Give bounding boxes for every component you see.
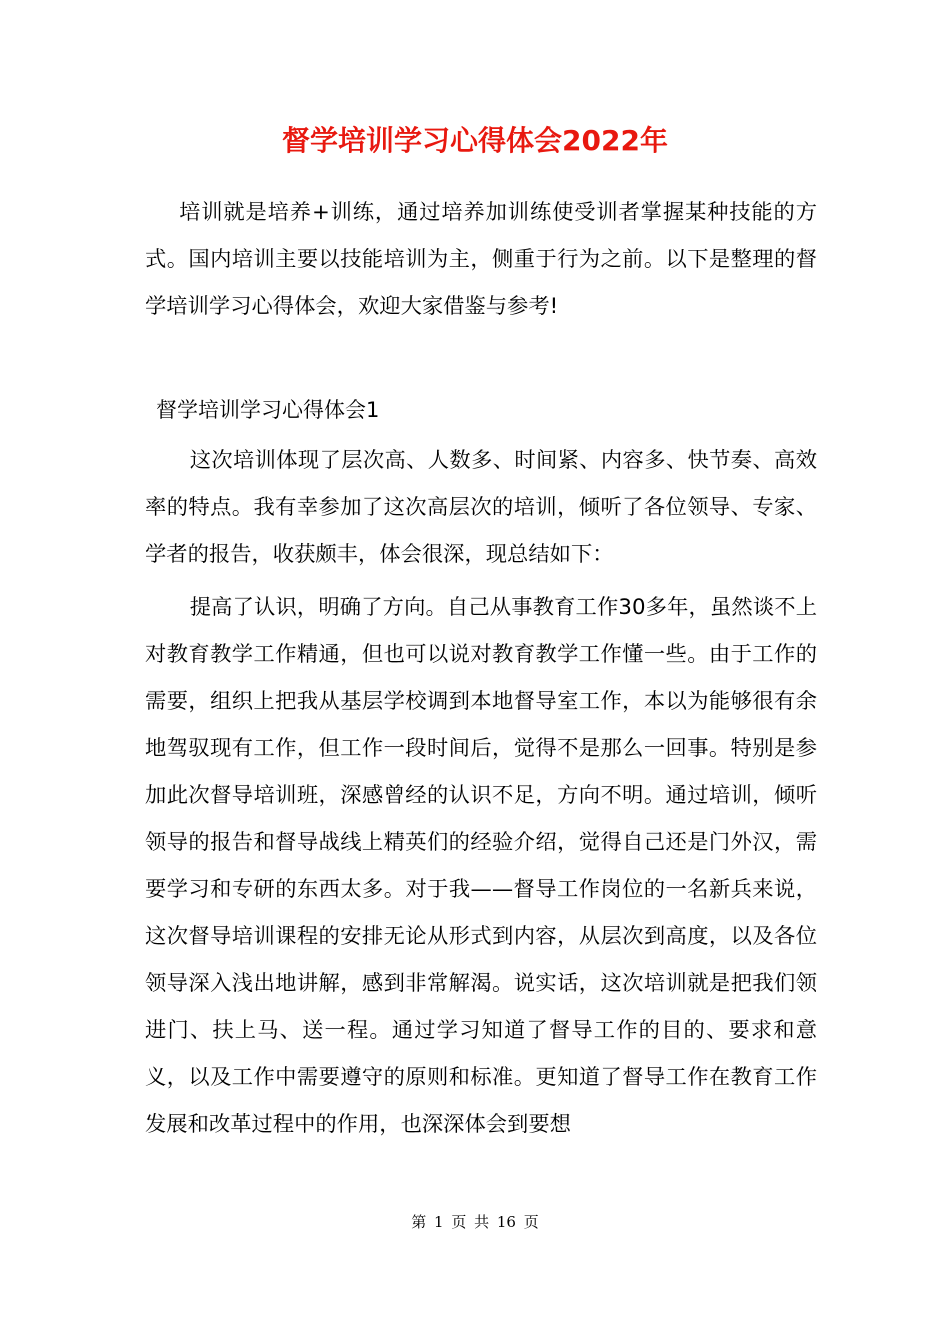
document-title: 督学培训学习心得体会2022年 <box>282 123 668 157</box>
section-heading: 督学培训学习心得体会1 <box>156 398 380 422</box>
body-paragraph-2: 提高了认识，明确了方向。自己从事教育工作30多年，虽然谈不上对教育教学工作精通，但也可以说对教育教学工作懂一些。由于工作的需要，组织上把我从基层学校调到本地督导室工作，本以为能够很有余地驾驭现有工作，但工作一段时间后，觉得不是那么一回事。特别是参加此次督导培训班，深感曾经的认识不足，方向不明。通过培训，倾听领导的报告和督导战线上精英们的经验介绍，觉得自己还是门外汉，需要学习和专研的东西太多。对于我——督导工作岗位的一名新兵来说，这次督导培训课程的安排无论从形式到内容，从层次到高度，以及各位领导深入浅出地讲解，感到非常解渴。说实话，这次培训就是把我们领进门、扶上马、送一程。通过学习知道了督导工作的目的、要求和意义，以及工作中需要遵守的原则和标准。更知道了督导工作在教育工作发展和改革过程中的作用，也深深体会到要想 <box>145 595 817 1137</box>
intro-paragraph: 培训就是培养+训练，通过培养加训练使受训者掌握某种技能的方式。国内培训主要以技能培训为主，侧重于行为之前。以下是整理的督学培训学习心得体会，欢迎大家借鉴与参考! <box>145 200 817 319</box>
page-footer: 第 1 页 共 16 页 <box>411 1213 539 1231</box>
body-paragraph-1: 这次培训体现了层次高、人数多、时间紧、内容多、快节奏、高效率的特点。我有幸参加了这次高层次的培训，倾听了各位领导、专家、学者的报告，收获颇丰，体会很深，现总结如下： <box>145 448 817 567</box>
